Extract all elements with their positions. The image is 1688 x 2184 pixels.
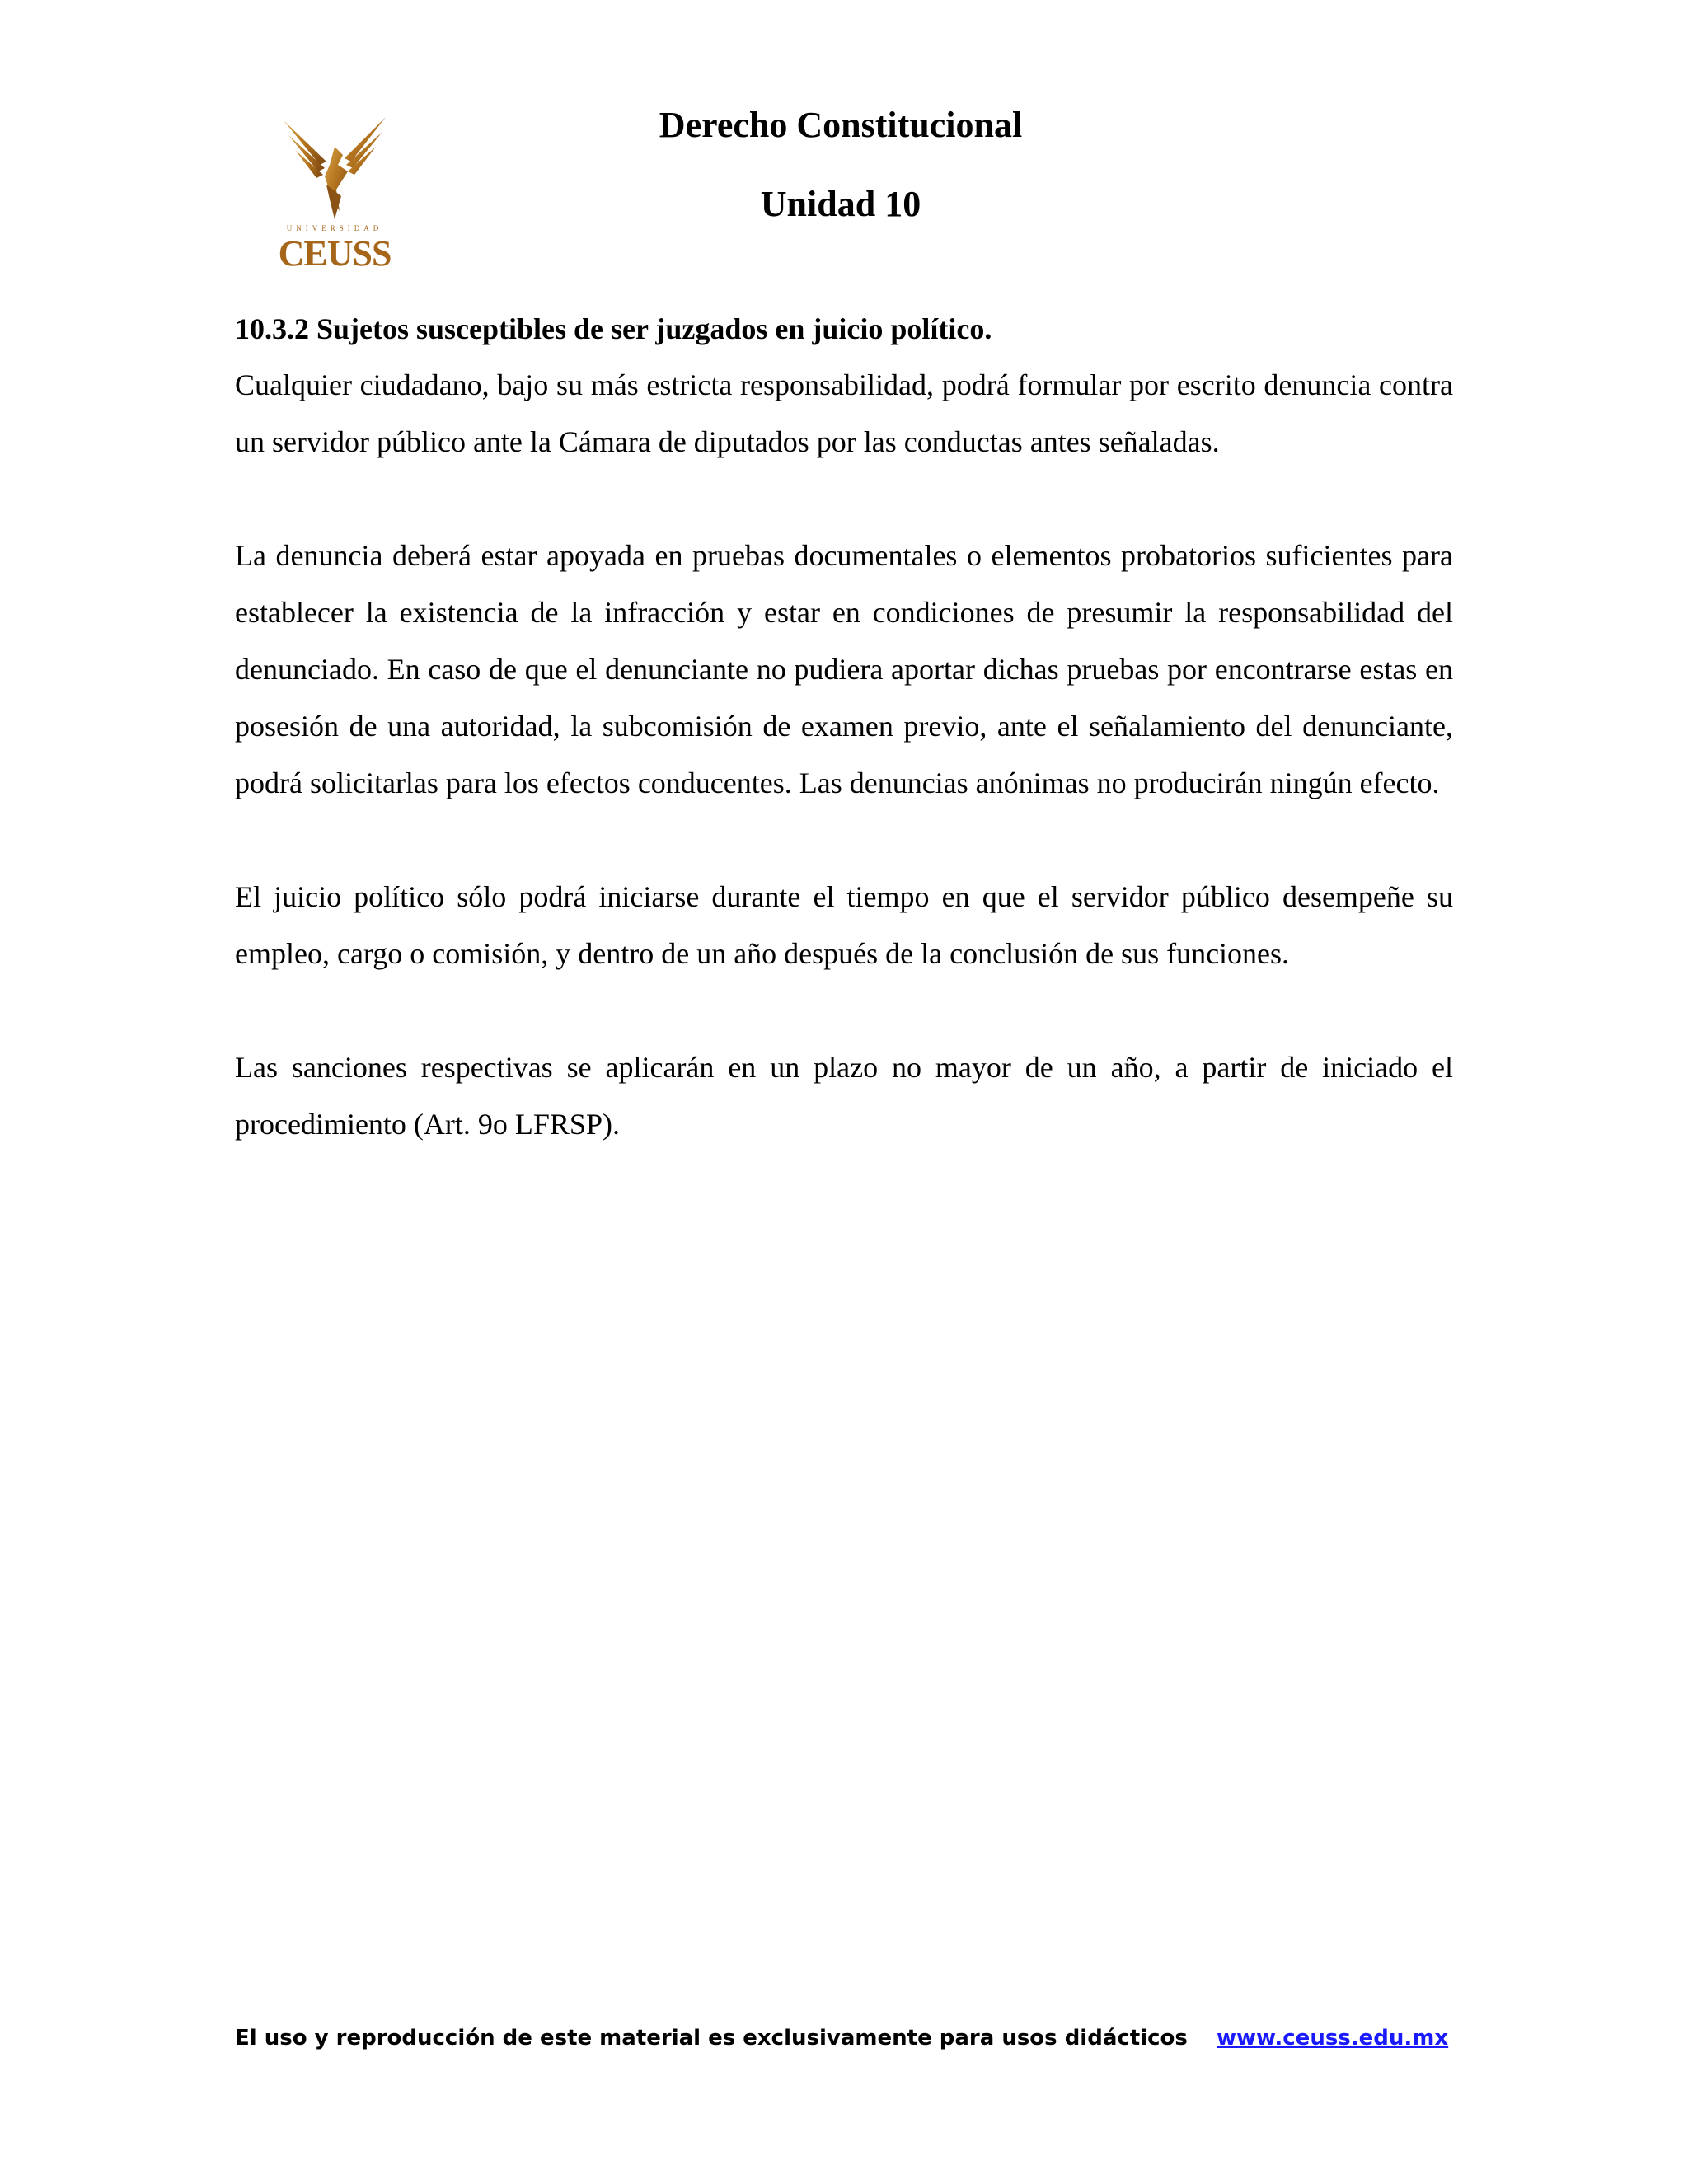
footer-notice: El uso y reproducción de este material es exclusivamente para usos didácticos — [235, 2026, 1188, 2050]
paragraph: El juicio político sólo podrá iniciarse durante el tiempo en que el servidor público desempeñe su empleo, cargo o comisión, y dentro de un año después de la conclusión de sus funciones. — [235, 880, 1453, 970]
footer-website-link[interactable]: www.ceuss.edu.mx — [1217, 2026, 1449, 2050]
paragraph: Cualquier ciudadano, bajo su más estricta responsabilidad, podrá formular por escrito denuncia contra un servidor público ante la Cámara de diputados por las conductas antes señaladas. — [235, 368, 1453, 458]
body-text — [235, 357, 1453, 1210]
ceuss-logo — [277, 114, 402, 274]
section-heading: 10.3.2 Sujetos susceptibles de ser juzgados en juicio político. — [235, 312, 992, 345]
document-title: Derecho Constitucional — [659, 105, 1023, 145]
paragraph: La denuncia deberá estar apoyada en pruebas documentales o elementos probatorios suficientes para establecer la existencia de la infracción y estar en condiciones de presumir la responsabilidad del denunciado. En caso de que el denunciante no pudiera aportar dichas pruebas por encontrarse estas en posesión de una autoridad, la subcomisión de examen previo, ante el señalamiento del denunciante, podrá solicitarlas para los efectos conducentes. Las denuncias anónimas no producirán ningún efecto. — [235, 539, 1453, 799]
eagle-emblem-icon — [277, 114, 392, 223]
logo-university-label: UNIVERSIDAD — [286, 224, 383, 232]
unit-title: Unidad 10 — [760, 184, 921, 224]
paragraph: Las sanciones respectivas se aplicarán en un plazo no mayor de un año, a partir de iniciado el procedimiento (Art. 9o LFRSP). — [235, 1051, 1453, 1141]
logo-name: CEUSS — [278, 233, 392, 274]
